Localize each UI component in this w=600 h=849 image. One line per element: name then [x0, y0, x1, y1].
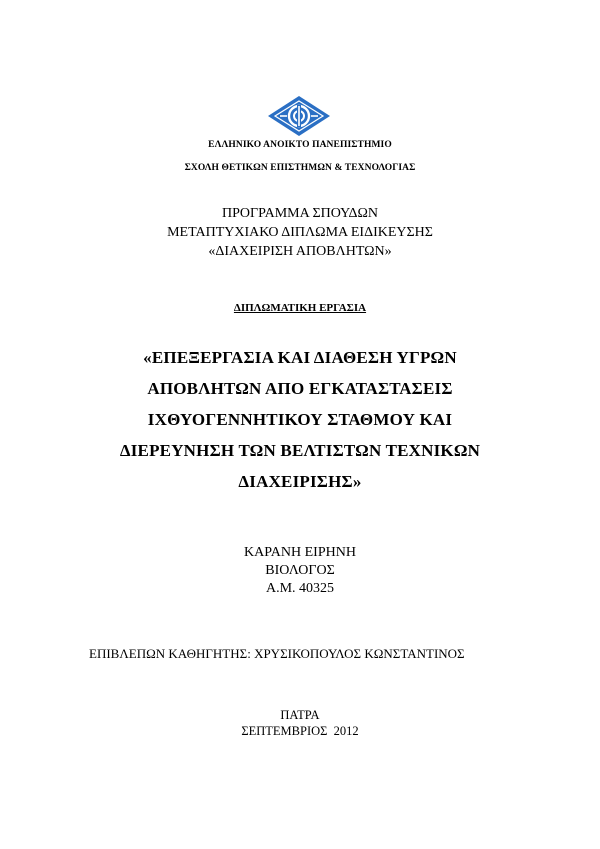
thesis-title-line-4: ΔΙΕΡΕΥΝΗΣΗ ΤΩΝ ΒΕΛΤΙΣΤΩΝ ΤΕΧΝΙΚΩΝ	[119, 441, 481, 460]
city: ΠΑΤΡΑ	[280, 708, 320, 722]
supervisor: ΕΠΙΒΛΕΠΩΝ ΚΑΘΗΓΗΤΗΣ: ΧΡΥΣΙΚΟΠΟΥΛΟΣ ΚΩΝΣΤΑΝΤΙΝΟΣ	[89, 646, 465, 661]
program-line-2: ΜΕΤΑΠΤΥΧΙΑΚΟ ΔΙΠΛΩΜΑ ΕΙΔΙΚΕΥΣΗΣ	[167, 225, 433, 240]
thesis-title-line-3: ΙΧΘΥΟΓΕΝΝΗΤΙΚΟΥ ΣΤΑΘΜΟΥ ΚΑΙ	[147, 410, 453, 429]
author-name: ΚΑΡΑΝΗ ΕΙΡΗΝΗ	[244, 545, 356, 560]
university-name: ΕΛΛΗΝΙΚΟ ΑΝΟΙΚΤΟ ΠΑΝΕΠΙΣΤΗΜΙΟ	[208, 140, 392, 150]
thesis-title-line-1: «ΕΠΕΞΕΡΓΑΣΙΑ ΚΑΙ ΔΙΑΘΕΣΗ ΥΓΡΩΝ	[143, 348, 457, 367]
date: ΣΕΠΤΕΜΒΡΙΟΣ 2012	[241, 724, 359, 738]
program-line-1: ΠΡΟΓΡΑΜΜΑ ΣΠΟΥΔΩΝ	[221, 206, 378, 221]
school-name: ΣΧΟΛΗ ΘΕΤΙΚΩΝ ΕΠΙΣΤΗΜΩΝ & ΤΕΧΝΟΛΟΓΙΑΣ	[184, 163, 416, 173]
author-registration: Α.Μ. 40325	[265, 581, 335, 596]
thesis-title-line-2: ΑΠΟΒΛΗΤΩΝ ΑΠΟ ΕΓΚΑΤΑΣΤΑΣΕΙΣ	[147, 379, 453, 398]
university-logo-icon	[268, 96, 330, 136]
author-profession: ΒΙΟΛΟΓΟΣ	[265, 563, 335, 578]
thesis-label: ΔΙΠΛΩΜΑΤΙΚΗ ΕΡΓΑΣΙΑ	[233, 302, 367, 314]
thesis-title-line-5: ΔΙΑΧΕΙΡΙΣΗΣ»	[238, 472, 362, 491]
program-line-3: «ΔΙΑΧΕΙΡΙΣΗ ΑΠΟΒΛΗΤΩΝ»	[208, 244, 392, 259]
